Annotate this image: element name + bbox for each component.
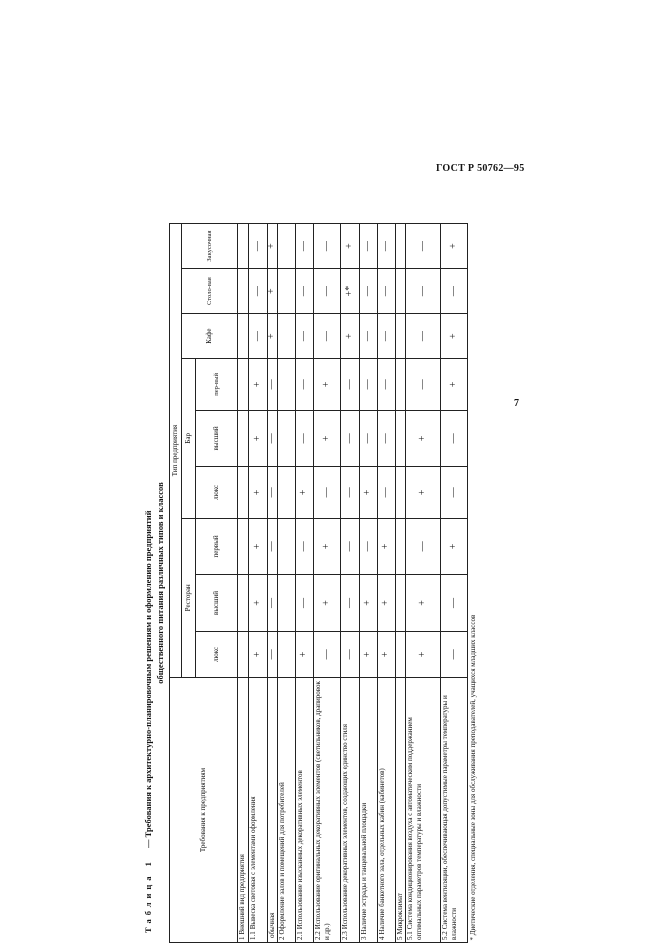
mark: — [378,224,396,269]
mark: +* [341,269,360,314]
mark: — [314,269,341,314]
row-2-1-label: 2.1Использование изысканных декоративных элементов [296,678,314,943]
mark: + [296,467,314,518]
mark [396,467,406,518]
mark: — [314,224,341,269]
mark: — [296,224,314,269]
mark [238,314,249,359]
mark: + [378,631,396,677]
mark: — [249,269,268,314]
row-3-label: 3Наличие эстрады и танцевальной площадки [360,678,378,943]
mark: — [268,359,278,410]
mark: — [341,410,360,467]
type-header: Тип предприятия [170,224,182,678]
bar-header: Бар [182,359,196,518]
row-5-2-label: 5.2Система вентиляции, обеспечивающая допустимые параметры температуры и влажности [441,678,468,943]
mark: + [314,575,341,632]
row-4-label: 4Наличие банкетного зала, отдельных кабин (кабинетов) [378,678,396,943]
rotated-table-block [142,223,514,943]
mark: — [314,467,341,518]
mark [278,410,296,467]
mark: — [378,359,396,410]
mark [396,518,406,575]
mark: — [341,631,360,677]
mark [278,314,296,359]
class-restaurant-lux: люкс [196,631,238,677]
snackbar-header: Закусочная [182,224,238,269]
mark: — [441,631,468,677]
mark [278,575,296,632]
table-caption [142,233,166,933]
mark: — [406,314,441,359]
mark [278,269,296,314]
row-5-label: 5Микроклимат [396,678,406,943]
mark: + [314,518,341,575]
mark: — [268,410,278,467]
mark: — [441,269,468,314]
mark: + [441,224,468,269]
mark: — [360,269,378,314]
mark: + [249,467,268,518]
mark: — [296,314,314,359]
mark: — [249,224,268,269]
mark: — [314,631,341,677]
mark [396,575,406,632]
mark [396,359,406,410]
mark [238,575,249,632]
table-title-line2: общественного питания различных типов и классов [155,482,165,684]
mark: — [406,359,441,410]
mark: — [314,314,341,359]
mark: — [341,359,360,410]
class-bar-first: пер-вый [196,359,238,410]
canteen-header: Столо-вая [182,269,238,314]
mark: — [268,467,278,518]
mark: — [296,410,314,467]
mark: + [249,410,268,467]
mark [396,314,406,359]
mark: + [441,518,468,575]
mark [278,359,296,410]
mark: + [378,518,396,575]
mark: — [406,518,441,575]
mark: + [268,224,278,269]
mark [238,224,249,269]
cafe-header: Кафе [182,314,238,359]
mark: + [441,314,468,359]
mark: — [378,467,396,518]
mark: — [378,269,396,314]
mark: — [296,359,314,410]
mark [278,224,296,269]
mark: + [378,575,396,632]
mark: — [360,518,378,575]
mark [278,518,296,575]
row-1-label: 1Внешний вид предприятия [238,678,249,943]
mark: — [378,410,396,467]
mark: — [406,269,441,314]
row-1-1-label: 1.1Вывеска световая с элементами оформления [249,678,268,943]
mark: — [441,575,468,632]
mark: — [268,631,278,677]
mark: + [406,467,441,518]
mark: + [360,467,378,518]
mark [238,410,249,467]
mark: — [268,518,278,575]
row-2-label: 2Оформление залов и помещений для потребителей [278,678,296,943]
mark [396,224,406,269]
mark: + [441,359,468,410]
restaurant-header: Ресторан [182,518,196,677]
page-number: 7 [514,398,519,409]
class-bar-lux: люкс [196,467,238,518]
mark: + [314,359,341,410]
mark: + [249,518,268,575]
standard-code: ГОСТ Р 50762—95 [436,163,525,174]
mark: + [341,314,360,359]
mark: + [314,410,341,467]
mark: — [341,518,360,575]
row-1-1b-label: обычная [268,678,278,943]
mark: — [268,575,278,632]
mark: + [406,410,441,467]
mark: — [360,410,378,467]
mark [238,631,249,677]
mark [278,467,296,518]
mark [396,269,406,314]
mark: + [249,575,268,632]
mark: — [249,314,268,359]
mark [396,631,406,677]
mark: + [296,631,314,677]
row-2-3-label: 2.3Использование декоративных элементов, создающих единство стиля [341,678,360,943]
mark [278,631,296,677]
mark: — [441,467,468,518]
mark: — [296,518,314,575]
mark: + [360,631,378,677]
row-2-2-label: 2.2Использование оригинальных декоративных элементов (светильников, драпировок и др.) [314,678,341,943]
requirements-header: Требования к предприятиям [170,678,238,943]
requirements-table [169,223,479,943]
mark: — [296,575,314,632]
mark [238,467,249,518]
mark: — [378,314,396,359]
mark: — [341,467,360,518]
mark: + [268,314,278,359]
mark: + [268,269,278,314]
mark: — [360,314,378,359]
class-bar-high: высший [196,410,238,467]
mark: + [249,631,268,677]
mark: + [406,575,441,632]
mark: — [341,575,360,632]
mark: + [406,631,441,677]
mark: — [360,359,378,410]
mark: + [341,224,360,269]
mark: + [360,575,378,632]
row-5-1-label: 5.1Система кондиционирования воздуха с автоматическим поддержанием оптимальных параметров температуры и влажности [406,678,441,943]
class-restaurant-first: первый [196,518,238,575]
mark [238,359,249,410]
mark [238,518,249,575]
table-title-line1: — Требования к архитектурно-планировочным решениям и оформлению предприятий [143,510,153,848]
class-restaurant-high: высший [196,575,238,632]
table-footnote: * Диетические отделения, специальные зоны для обслуживания преподавателей, учащихся младших классов [468,224,480,943]
mark: — [296,269,314,314]
mark: — [406,224,441,269]
mark [396,410,406,467]
table-label: Таблица 1 [143,858,153,933]
mark [238,269,249,314]
mark: + [249,359,268,410]
mark: — [360,224,378,269]
mark: — [441,410,468,467]
